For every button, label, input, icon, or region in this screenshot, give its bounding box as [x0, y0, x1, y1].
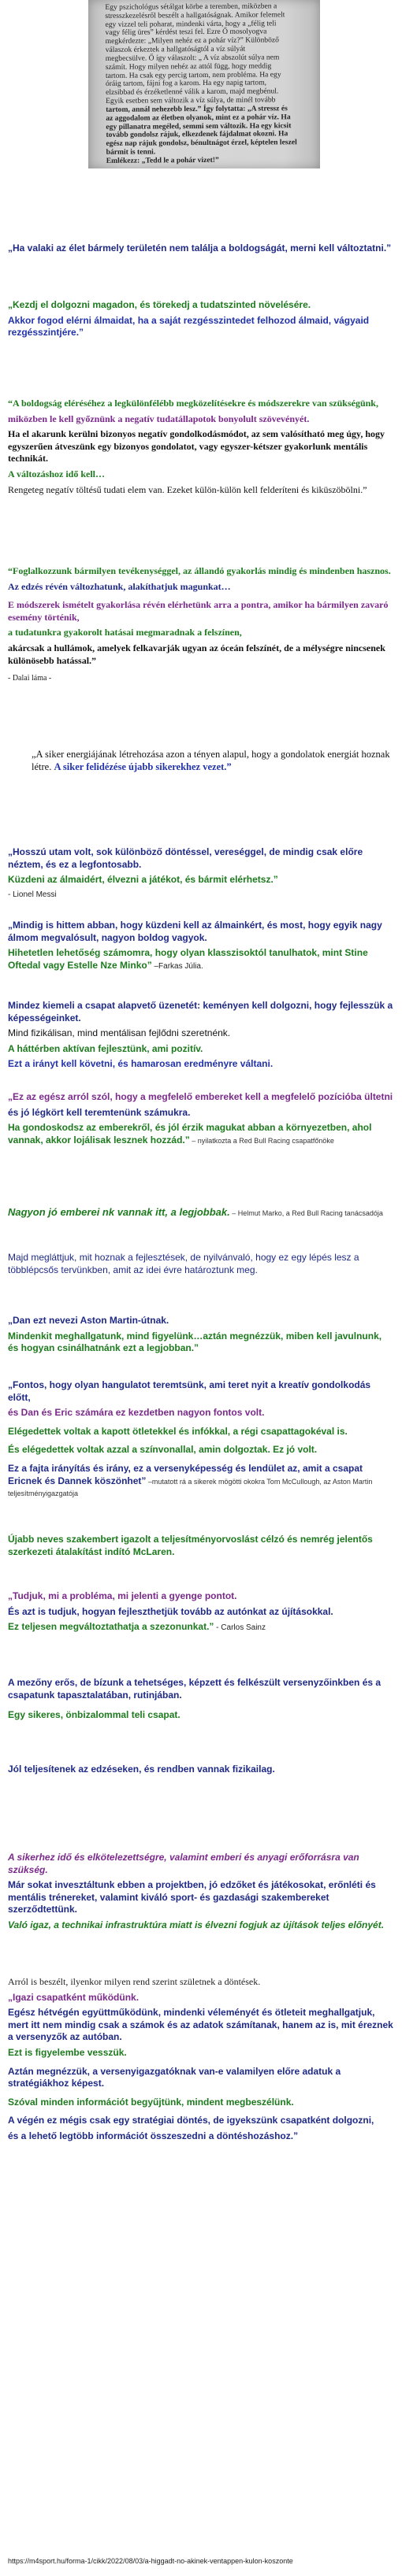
quote-line: “Foglalkozzunk bármilyen tevékenységgel, az állandó gyakorlás mindig és mindenben hasznos.: [8, 565, 391, 576]
book-page-line: egész nap rájuk gondolsz, bénultnágot érzel, képtelen leszel: [106, 138, 297, 149]
quote-line: Mind fizikálisan, mind mentálisan fejlődni szeretnénk.: [8, 1027, 231, 1039]
quote-line: és Dan és Eric számára ez kezdetben nagyon fontos volt.: [8, 1407, 265, 1419]
quote-source: –mutatott rá a sikerek mögötti okokra Tom McCullough, az Aston Martin teljesítményigazgatója: [8, 1477, 373, 1498]
quote-line: Elégedettek voltak a kapott ötletekkel és infókkal, a régi csapattagokéval is.: [8, 1425, 348, 1437]
quote-line: „Tudjuk, mi a probléma, mi jelenti a gyenge pontot.: [8, 1590, 237, 1601]
quote-line: Küzdeni az álmaidért, élvezni a játékot, és bármit elérhetsz.”: [8, 874, 278, 886]
book-page-line: Emlékezz: „Tedd le a pohár vizet!”: [106, 155, 219, 165]
quote-messi: [8, 846, 394, 903]
quote-line: Ez teljesen megváltoztathatja a szezonunkat.”: [8, 1621, 214, 1633]
quote-text: [8, 1206, 394, 1220]
quote-line: „Ez az egész arról szól, hogy a megfelelő embereket kell a megfelelő pozícióba ültetni: [8, 1091, 393, 1102]
book-page-line: megbecsülve. Ő így válaszolt: „ A víz abszolút súlya nem: [105, 53, 280, 63]
quote-text: Majd megláttjuk, mit hoznak a fejlesztések, de nyilvánvaló, hogy ez egy lépés lesz a többlépcsős tervünkben, amit az idei évre határoztunk meg.: [8, 1252, 359, 1275]
quote-line: Szóval minden információt begyűjtünk, mindent megbeszélünk.: [8, 2096, 294, 2108]
book-page-line: válaszok érkeztek a hallgatóságtól a víz súlyát: [105, 44, 246, 55]
quote-happiness-methods: [8, 398, 394, 499]
book-page-line: Egy pszichológus sétálgat körbe a teremben, miközben a: [105, 2, 277, 12]
source-url[interactable]: [8, 2557, 394, 2567]
quote-mccullough: [8, 1379, 394, 1503]
book-page-line: az aggodalom az életben olyanok, mint ez a pohár víz. Ha: [106, 113, 291, 123]
book-page-line: tartom. Ha csak egy percig tartom, nem probléma. Ha egy: [105, 69, 281, 80]
quote-line: Akkor fogod elérni álmaidat, ha a saját rezgésszintedet felhozod álmaid, vágyaid rezgésszintjére.”: [8, 314, 370, 339]
quote-line: E módszerek ismételt gyakorlása révén elérhetünk arra a pontra, amikor ha bármilyen zavaró esemény történik,: [8, 599, 389, 623]
quote-line: És azt is tudjuk, hogyan fejleszthetjük tovább az autónkat az újításokkal.: [8, 1605, 333, 1617]
quote-text: [8, 947, 394, 972]
quote-source: - Carlos Sainz: [214, 1623, 266, 1633]
quote-source: - Dalai láma -: [8, 674, 52, 683]
quote-text: [8, 1621, 394, 1634]
quote-line: akárcsak a hullámok, amelyek felkavarják ugyan az óceán felszínét, de a mélységre nincsenek különösebb hatással.”: [8, 642, 385, 666]
book-page-line: Egyik esetben sem változik a víz súlya, de minél tovább: [106, 95, 276, 105]
quote-text: Jól teljesítenek az edzéseken, és rendben vannak fizikailag.: [8, 1764, 275, 1775]
book-page-line: stresszkezelésről beszélt a hallgatóságnak. Amikor felemelt: [105, 10, 285, 20]
quote-line: A siker felidézése újabb sikerekhez vezet.”: [54, 761, 232, 773]
quote-farkas-julia: [8, 920, 394, 975]
quote-line: Ez a fajta irányítás és irány, ez a versenyképesség és lendület az, amit a csapat Ericnek és Dannek köszönhet”: [8, 1462, 363, 1486]
book-page-text: [105, 2, 303, 165]
source-url-text[interactable]: https://m4sport.hu/forma-1/cikk/2022/08/03/a-higgadt-no-akinek-ventappen-kulon-koszonte: [8, 2557, 293, 2565]
quote-line: “A boldogság eléréséhez a legkülönfélébb megközelítésekre és módszerekre van szükségünk,: [8, 398, 378, 409]
quote-line: „Mindig is hittem abban, hogy küzdeni kell az álmainkért, és most, hogy egyik nagy álmom megvalósult, nagyon boldog vagyok.: [8, 920, 382, 943]
quote-strong-field: [8, 1677, 394, 1725]
quote-line: és jó légkört kell teremtenünk számukra.: [8, 1106, 191, 1118]
quote-vibration-level: [8, 299, 394, 342]
quote-training-performance: [8, 1764, 394, 1779]
quote-team-strategy: [8, 1976, 394, 2146]
quote-text: Újabb neves szakembert igazolt a teljesítményorvoslást célzó és nemrég jelentős szerkezeti átalakítást indító McLaren.: [8, 1534, 373, 1557]
quote-text: [32, 748, 390, 774]
quote-upgrades-plan: [8, 1252, 394, 1279]
book-page-line: óráig tartom, fájni fog a karom. Ha egy napig tartom,: [105, 78, 267, 89]
quote-dalai-lama: [8, 565, 394, 687]
book-page-line: számít. Hogy milyen nehéz az attól függ, hogy meddig: [105, 61, 272, 72]
book-page-line: bármit is tenni.: [106, 147, 156, 157]
quote-line: Arról is beszélt, ilyenkor milyen rend szerint születnek a döntések.: [8, 1976, 261, 1987]
quote-line: Aztán megnézzük, a versenyigazgatóknak van-e valamilyen előre adatuk a stratégiákhoz képest.: [8, 2065, 341, 2089]
quote-line: A mezőny erős, de bízunk a tehetséges, képzett és felkészült versenyzőinkben és a csapatunk tapasztalatában, rutinjában.: [8, 1677, 382, 1701]
quote-line: Mindez kiemeli a csapat alapvető üzenetét: keményen kell dolgozni, hogy fejlesszük a képességeinket.: [8, 1000, 393, 1023]
quote-line: Az edzés révén változhatunk, alakíthatjuk magunkat…: [8, 580, 231, 592]
quote-line: „Hosszú utam volt, sok különböző döntéssel, vereséggel, de mindig csak előre néztem, és ez a legfontosabb.: [8, 846, 363, 870]
quote-source: - Lionel Messi: [8, 890, 57, 899]
quote-line: A háttérben aktívan fejlesztünk, ami pozitív.: [8, 1042, 203, 1054]
book-page-line: tartom, annál nehezebb lesz.” Így folytatta: „A stressz és: [106, 104, 288, 114]
quote-line: Mindenkit meghallgatunk, mind figyelünk…aztán megnézzük, miben kell javulnunk, és hogyan csinálhatnánk ezt a legjobban.”: [8, 1330, 382, 1354]
book-page-line: egy pillanatra megéled, semmi sem változik. Ha egy kicsit: [106, 120, 292, 131]
book-page-photo: [88, 0, 320, 168]
quote-red-bull-principal: [8, 1091, 394, 1149]
quote-line: „A siker energiájának létrehozása azon a tényen alapul, hogy a gondolatok energiát hoznak létre.: [32, 749, 390, 773]
quote-line: Nagyon jó emberei nk vannak itt, a legjobbak.: [8, 1206, 230, 1218]
quote-line: Ha el akarunk kerülni bizonyos negatív gondolkodásmódot, az sem valósítható meg úgy, hogy egyszerűen átveszünk egy bizonyos gondolatot, vagy egyszer-kétszer gyakorlunk mentális technikát.: [8, 428, 385, 464]
quote-line: Való igaz, a technikai infrastruktúra miatt is élvezni fogjuk az újítások teljes előnyét.: [8, 1919, 385, 1930]
quote-line: miközben le kell győznünk a negatív tudatállapotok bonyolult szövevényét.: [8, 413, 310, 424]
book-page-line: elzsibbad és érzéketlenné válik a karom, majd megbénul.: [106, 87, 279, 98]
quote-mclaren: [8, 1534, 394, 1561]
quote-line: A sikerhez idő és elkötelezettségre, valamint emberi és anyagi erőforrásra van szükség.: [8, 1852, 359, 1875]
quote-aston-martin-way: [8, 1315, 394, 1358]
quote-line: Ha gondoskodsz az emberekről, és jól érzik magukat abban a környezetben, ahol vannak, akkor lojálisak lesznek hozzád.”: [8, 1122, 372, 1146]
quote-text: [8, 1463, 394, 1500]
quote-line: Rengeteg negatív töltésű tudati elem van. Ezeket külön-külön kell felderíteni és kiküszöbölni.”: [8, 483, 367, 495]
quote-line: Egy sikeres, önbizalommal teli csapat.: [8, 1709, 181, 1721]
quote-line: Már sokat invesztáltunk ebben a projektben, jó edzőket és játékosokat, erőnléti és mentális trénereket, valamint kiváló sport- és gazdasági szakembereket szerződtettünk.: [8, 1879, 376, 1915]
quote-text: „Ha valaki az élet bármely területén nem találja a boldogságát, merni kell változtatni.”: [8, 242, 392, 254]
quote-helmut-marko: [8, 1206, 394, 1223]
book-page-line: tovább gondolsz rájuk, elkezdenek fájdalmat okozni. Ha: [106, 129, 288, 140]
quote-line: a tudatunkra gyakorolt hatásai megmaradnak a felszínen,: [8, 627, 242, 638]
quote-text: [8, 1122, 394, 1146]
quote-success-energy: [32, 748, 390, 777]
quote-source: – Helmut Marko, a Red Bull Racing tanácsadója: [229, 1209, 383, 1217]
quote-carlos-sainz: [8, 1590, 394, 1637]
quote-line: Hihetetlen lehetőség számomra, hogy olyan klasszisoktól tanulhatok, mint Stine Oftedal vagy Estelle Nze Minko”: [8, 947, 368, 971]
quote-line: „Kezdj el dolgozni magadon, és törekedj a tudatszinted növelésére.: [8, 299, 311, 310]
quote-line: Ezt a irányt kell követni, és hamarosan eredményre váltani.: [8, 1058, 274, 1070]
quote-line: A változáshoz idő kell…: [8, 468, 106, 479]
quote-happiness-change: [8, 242, 394, 258]
quote-success-investment: [8, 1852, 394, 1935]
quote-line: Egész hétvégén együttműködünk, mindenki véleményét és ötleteit meghallgatjuk, mert itt nem mindig csak a számok és az adatok számítanak, hanem az is, mit éreznek a versenyzők az autóban.: [8, 2007, 393, 2043]
quote-line: A végén ez mégis csak egy stratégiai döntés, de igyekszünk csapatként dolgozni,: [8, 2115, 374, 2126]
quote-line: „Igazi csapatként működünk.: [8, 1991, 140, 2003]
quote-line: Ezt is figyelembe vesszük.: [8, 2046, 127, 2058]
book-page-line: egy vizzel teli poharat, mindenki várta, hogy a „félig teli: [105, 19, 277, 29]
book-page-line: vagy félig üres” kérdést teszi fel. Ezre Ő mosolyogva: [105, 27, 267, 38]
book-page-line: megkérdezte: „Milyen nehéz ez a pohár víz?” Különböző: [105, 35, 279, 46]
quote-source: – nyilatkozta a Red Bull Racing csapatfőnöke: [189, 1136, 334, 1145]
quote-line: és a lehető legtöbb információt összeszedni a döntéshozáshoz.”: [8, 2130, 299, 2141]
quote-line: „Dan ezt nevezi Aston Martin-útnak.: [8, 1315, 169, 1326]
quote-team-message: [8, 1000, 394, 1074]
quote-line: És elégedettek voltak azzal a színvonallal, amin dolgoztak. Ez jó volt.: [8, 1444, 318, 1456]
quote-source: –Farkas Júlia.: [151, 961, 203, 971]
quote-line: „Fontos, hogy olyan hangulatot teremtsünk, ami teret nyit a kreatív gondolkodás előtt,: [8, 1379, 371, 1403]
